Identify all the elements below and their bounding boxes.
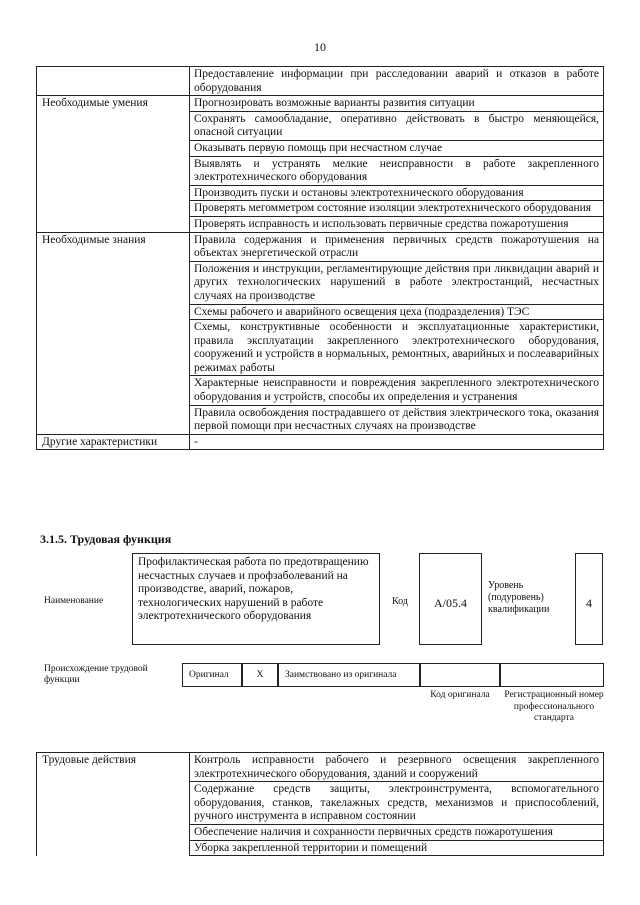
- origin-label: Происхождение трудовой функции: [44, 664, 148, 685]
- row-category: [37, 782, 190, 825]
- level-value-box: 4: [575, 553, 603, 645]
- row-description: Схемы рабочего и аварийного освещения цеха (подразделения) ТЭС: [190, 304, 604, 320]
- table-row: [37, 782, 604, 825]
- row-category: Трудовые действия: [37, 753, 190, 782]
- row-category: [37, 261, 190, 304]
- table-row: [37, 67, 604, 96]
- row-description: -: [190, 434, 604, 450]
- borrowed-cell: Заимствовано из оригинала: [278, 663, 420, 687]
- original-mark-cell: X: [242, 663, 278, 687]
- row-description: Правила освобождения пострадавшего от действия электрического тока, оказания первой помощи при несчастных случаях на производстве: [190, 405, 604, 434]
- table-row: [37, 96, 604, 112]
- row-category: [37, 67, 190, 96]
- level-label-text: Уровень (подуровень) квалификации: [488, 580, 550, 615]
- skills-table: [36, 66, 604, 450]
- table-row: [37, 405, 604, 434]
- row-description: Прогнозировать возможные варианты развития ситуации: [190, 96, 604, 112]
- row-description: Сохранять самообладание, оперативно действовать в быстро меняющейся, опасной ситуации: [190, 111, 604, 140]
- row-category: [37, 320, 190, 376]
- row-description: Проверять мегомметром состояние изоляции электротехнического оборудования: [190, 201, 604, 217]
- row-category: [37, 156, 190, 185]
- function-name-box: Профилактическая работа по предотвращению несчастных случаев и профзаболеваний на производстве, аварий, пожаров, технологических нарушений в работе электротехнического оборудования: [132, 553, 380, 645]
- table-row: [37, 232, 604, 261]
- table-row: [37, 216, 604, 232]
- row-category: [37, 840, 190, 856]
- original-cell: Оригинал: [182, 663, 242, 687]
- row-description: Обеспечение наличия и сохранности первичных средств пожаротушения: [190, 824, 604, 840]
- row-category: Необходимые знания: [37, 232, 190, 261]
- table-row: [37, 824, 604, 840]
- row-description: Содержание средств защиты, электроинструмента, вспомогательного оборудования, станков, такелажных средств, механизмов и приспособлений, ручного инструмента в исправном состоянии: [190, 782, 604, 825]
- page-number: 10: [314, 40, 326, 54]
- table-row: [37, 304, 604, 320]
- row-description: Проверять исправность и использовать первичные средства пожаротушения: [190, 216, 604, 232]
- row-category: [37, 111, 190, 140]
- table-row: [37, 111, 604, 140]
- actions-table: [36, 752, 604, 856]
- origin-code-cell: [420, 663, 500, 687]
- table-row: [37, 261, 604, 304]
- table-row: [37, 140, 604, 156]
- table-row: [37, 156, 604, 185]
- table-row: [37, 434, 604, 450]
- row-category: [37, 185, 190, 201]
- row-category: [37, 824, 190, 840]
- section-heading: 3.1.5. Трудовая функция: [40, 532, 172, 546]
- row-description: Уборка закрепленной территории и помещений: [190, 840, 604, 856]
- row-category: Другие характеристики: [37, 434, 190, 450]
- row-description: Характерные неисправности и повреждения закрепленного электротехнического оборудования и устройств, способы их определения и устранения: [190, 376, 604, 405]
- reg-number-label: Регистрационный номер профессионального стандарта: [504, 690, 604, 723]
- row-category: [37, 405, 190, 434]
- table-row: [37, 753, 604, 782]
- row-category: [37, 304, 190, 320]
- code-label: Код: [392, 596, 408, 607]
- origin-code-label: Код оригинала: [430, 690, 490, 700]
- row-category: [37, 376, 190, 405]
- table-row: [37, 840, 604, 856]
- reg-number-cell: [500, 663, 604, 687]
- table-row: [37, 185, 604, 201]
- row-description: Правила содержания и применения первичных средств пожаротушения на объектах энергетической отрасли: [190, 232, 604, 261]
- row-category: Необходимые умения: [37, 96, 190, 112]
- row-description: Выявлять и устранять мелкие неисправности в работе закрепленного электротехнического оборудования: [190, 156, 604, 185]
- row-description: Производить пуски и остановы электротехнического оборудования: [190, 185, 604, 201]
- row-category: [37, 216, 190, 232]
- table-row: [37, 320, 604, 376]
- row-description: Предоставление информации при расследовании аварий и отказов в работе оборудования: [190, 67, 604, 96]
- row-description: Положения и инструкции, регламентирующие действия при ликвидации аварий и других технологических нарушений в работе электростанций, несчастных случаях на производстве: [190, 261, 604, 304]
- row-category: [37, 201, 190, 217]
- row-description: Контроль исправности рабочего и резервного освещения закрепленного электротехнического оборудования, зданий и сооружений: [190, 753, 604, 782]
- table-row: [37, 201, 604, 217]
- row-description: Схемы, конструктивные особенности и эксплуатационные характеристики, правила эксплуатации закрепленного электротехнического оборудования, сооружений и устройств в нормальных, ремонтных, аварийных и послеаварийных режимах работы: [190, 320, 604, 376]
- row-category: [37, 140, 190, 156]
- row-description: Оказывать первую помощь при несчастном случае: [190, 140, 604, 156]
- name-label: Наименование: [44, 596, 104, 606]
- function-code-box: A/05.4: [419, 553, 482, 645]
- table-row: [37, 376, 604, 405]
- level-label: [488, 580, 558, 616]
